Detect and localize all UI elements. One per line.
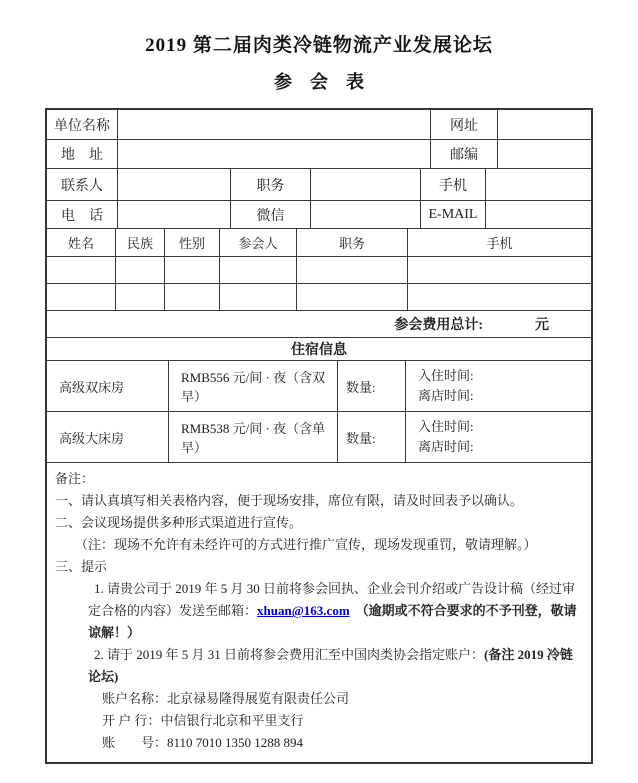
attendee-position-header: 职务 (297, 229, 408, 256)
checkin-label: 入住时间: (418, 368, 474, 383)
room-twin-name: 高级双床房 (47, 361, 169, 411)
attendee-mobile-header: 手机 (486, 236, 513, 251)
address-label: 地 址 (47, 140, 118, 168)
room-twin-price: RMB556 元/间 · 夜（含双早） (169, 361, 338, 411)
room-twin-quantity-field[interactable]: 数量: (338, 361, 406, 411)
fee-total-label: 参会费用总计: (394, 318, 483, 333)
address-field[interactable] (118, 140, 431, 168)
website-label: 网址 (431, 110, 498, 139)
phone-field[interactable] (118, 201, 231, 228)
attendee-gender-header: 性别 (165, 229, 220, 256)
note-item-1: 一、请认真填写相关表格内容，便于现场安排，席位有限，请及时回表予以确认。 (55, 493, 524, 508)
attendee-name-cell[interactable] (47, 284, 116, 310)
note-item-3: 三、提示 (55, 559, 108, 574)
checkout-label: 离店时间: (418, 439, 474, 454)
form-title: 参 会 表 (274, 72, 364, 92)
room-king-quantity-field[interactable]: 数量: (338, 412, 406, 462)
email-field[interactable] (486, 201, 591, 228)
zip-field[interactable] (498, 140, 591, 168)
page-title: 2019 第二届肉类冷链物流产业发展论坛 (145, 35, 493, 56)
checkin-label: 入住时间: (418, 419, 474, 434)
registration-table (45, 108, 593, 764)
attendee-row (47, 257, 591, 284)
position-label: 职务 (231, 169, 311, 200)
attendee-participant-cell[interactable] (220, 284, 297, 310)
address-row (47, 140, 591, 169)
attendee-mobile-cell[interactable] (408, 284, 591, 310)
attendee-ethnicity-header: 民族 (116, 229, 165, 256)
unit-name-label: 单位名称 (47, 110, 118, 139)
contact-row (47, 169, 591, 201)
lodging-section-title: 住宿信息 (47, 338, 591, 361)
attendee-gender-cell[interactable] (165, 257, 220, 283)
room-king-dates-field[interactable] (406, 412, 591, 462)
attendee-gender-cell[interactable] (165, 284, 220, 310)
email-link[interactable]: xhuan@163.com (257, 603, 350, 618)
attendee-name-header: 姓名 (47, 229, 116, 256)
notes-section (47, 463, 591, 762)
mobile-label: 手机 (421, 169, 486, 200)
phone-row (47, 201, 591, 229)
attendee-participant-header: 参会人 (220, 229, 297, 256)
account-name-line: 账户名称：北京禄易隆得展览有限责任公司 (102, 691, 350, 706)
wechat-field[interactable] (311, 201, 421, 228)
tip-2-bold-note: (备注 2019 冷链论坛) (88, 647, 573, 684)
tip-1-text: 1. 请贵公司于 2019 年 5 月 30 日前将参会回执、企业会刊介绍或广告设计稿（经过审定合格的内容）发送至邮箱： (88, 581, 576, 618)
tip-1-bold-note: （逾期或不符合要求的不予刊登，敬请谅解！） (88, 603, 577, 640)
tip-1 (55, 578, 581, 644)
website-field[interactable] (498, 110, 591, 139)
attendee-ethnicity-cell[interactable] (116, 257, 165, 283)
attendee-position-cell[interactable] (297, 257, 408, 283)
checkout-label: 离店时间: (418, 388, 474, 403)
attendee-ethnicity-cell[interactable] (116, 284, 165, 310)
attendee-participant-cell[interactable] (220, 257, 297, 283)
attendee-mobile-cell[interactable] (408, 257, 591, 283)
wechat-label: 微信 (231, 201, 311, 228)
room-twin-dates-field[interactable] (406, 361, 591, 411)
room-king-price: RMB538 元/间 · 夜（含单早） (169, 412, 338, 462)
attendee-row (47, 284, 591, 311)
fee-amount-field[interactable] (483, 311, 535, 337)
unit-name-field[interactable] (118, 110, 431, 139)
room-king-row (47, 412, 591, 463)
room-twin-row (47, 361, 591, 412)
fee-unit-label: 元 (535, 318, 549, 333)
position-field[interactable] (311, 169, 421, 200)
notes-heading: 备注： (55, 471, 95, 486)
attendee-header-row (47, 229, 591, 257)
attendee-name-cell[interactable] (47, 257, 116, 283)
note-item-2-sub: （注：现场不允许有未经许可的方式进行推广宣传，现场发现重罚，敬请理解。） (75, 537, 537, 552)
bank-line: 开 户 行：中信银行北京和平里支行 (102, 713, 304, 728)
tip-2-text: 2. 请于 2019 年 5 月 31 日前将参会费用汇至中国肉类协会指定账户： (94, 647, 485, 662)
phone-label: 电 话 (47, 201, 118, 228)
tip-2 (55, 644, 581, 688)
fee-total-row (47, 311, 591, 338)
attendee-position-cell[interactable] (297, 284, 408, 310)
email-label: E-MAIL (421, 201, 486, 228)
contact-label: 联系人 (47, 169, 118, 200)
account-number-line: 账 号：8110 7010 1350 1288 894 (102, 735, 304, 750)
mobile-field[interactable] (486, 169, 591, 200)
unit-name-row (47, 110, 591, 140)
room-king-name: 高级大床房 (47, 412, 169, 462)
note-item-2: 二、会议现场提供多种形式渠道进行宣传。 (55, 515, 303, 530)
zip-label: 邮编 (431, 140, 498, 168)
contact-field[interactable] (118, 169, 231, 200)
